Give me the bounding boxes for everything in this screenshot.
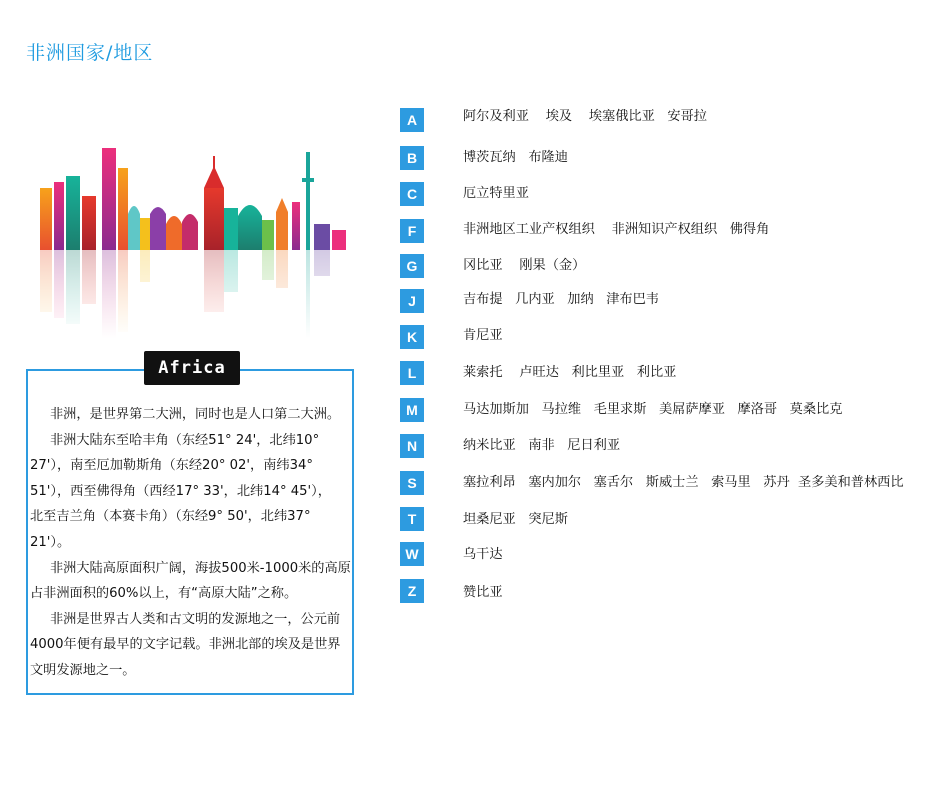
intro-line: 21'）。 <box>30 534 71 550</box>
letter-badge-j: J <box>400 289 424 313</box>
country-list-c: 厄立特里亚 <box>463 186 529 201</box>
letter-badge-a: A <box>400 108 424 132</box>
letter-badge-l: L <box>400 361 424 385</box>
skyline-buildings <box>40 148 346 250</box>
intro-line: 27'），南至厄加勒斯角（东经20° 02'，南纬34° <box>30 458 313 474</box>
africa-badge: Africa <box>144 351 240 385</box>
intro-line: 非洲大陆高原面积广阔，海拔500米-1000米的高原 <box>50 560 351 576</box>
letter-badge-g: G <box>400 254 424 278</box>
country-list-t: 坦桑尼亚 突尼斯 <box>463 512 568 527</box>
intro-line: 文明发源地之一。 <box>30 662 136 678</box>
letter-badge-m: M <box>400 398 424 422</box>
country-list-k: 肯尼亚 <box>463 328 503 343</box>
country-list-w: 乌干达 <box>463 547 503 562</box>
country-list-b: 博茨瓦纳 布隆迪 <box>463 150 568 165</box>
country-list-z: 赞比亚 <box>463 585 503 600</box>
intro-line: 占非洲面积的60%以上，有“高原大陆”之称。 <box>30 586 298 602</box>
country-list-l: 莱索托 卢旺达 利比里亚 利比亚 <box>463 365 677 380</box>
intro-line: 4000年便有最早的文字记载。非洲北部的埃及是世界 <box>30 637 341 653</box>
letter-badge-c: C <box>400 182 424 206</box>
letter-badge-f: F <box>400 219 424 243</box>
country-list-j: 吉布提 几内亚 加纳 津布巴韦 <box>463 292 659 307</box>
country-list-m: 马达加斯加 马拉维 毛里求斯 美屌萨摩亚 摩洛哥 莫桑比克 <box>463 402 843 417</box>
country-list-g: 冈比亚 刚果（金） <box>463 258 586 273</box>
letter-badge-z: Z <box>400 579 424 603</box>
intro-line: 北至吉兰角（本赛卡角）（东经9° 50'，北纬37° <box>30 509 311 525</box>
country-list-f: 非洲地区工业产权组织 非洲知识产权组织 佛得角 <box>463 222 770 237</box>
letter-badge-b: B <box>400 146 424 170</box>
letter-badge-n: N <box>400 434 424 458</box>
letter-badge-s: S <box>400 471 424 495</box>
letter-badge-w: W <box>400 542 424 566</box>
intro-line: 非洲，是世界第二大洲，同时也是人口第二大洲。 <box>50 407 341 422</box>
intro-line: 非洲大陆东至哈丰角（东经51° 24'，北纬10° <box>50 432 320 448</box>
page-title: 非洲国家/地区 <box>26 42 154 64</box>
intro-line: 51'），西至佛得角（西经17° 33'，北纬14° 45'）， <box>30 483 331 499</box>
letter-badge-k: K <box>400 325 424 349</box>
country-list-n: 纳米比亚 南非 尼日利亚 <box>463 438 621 453</box>
africa-intro-text <box>30 402 360 684</box>
country-list-a: 阿尔及利亚 埃及 埃塞俄比亚 安哥拉 <box>463 109 707 124</box>
city-skyline-illustration <box>36 142 352 338</box>
intro-line: 非洲是世界古人类和古文明的发源地之一，公元前 <box>50 611 341 627</box>
country-list-s: 塞拉利昂 塞内加尔 塞舌尔 斯威士兰 索马里 苏丹 圣多美和普林西比 <box>463 475 904 490</box>
letter-badge-t: T <box>400 507 424 531</box>
